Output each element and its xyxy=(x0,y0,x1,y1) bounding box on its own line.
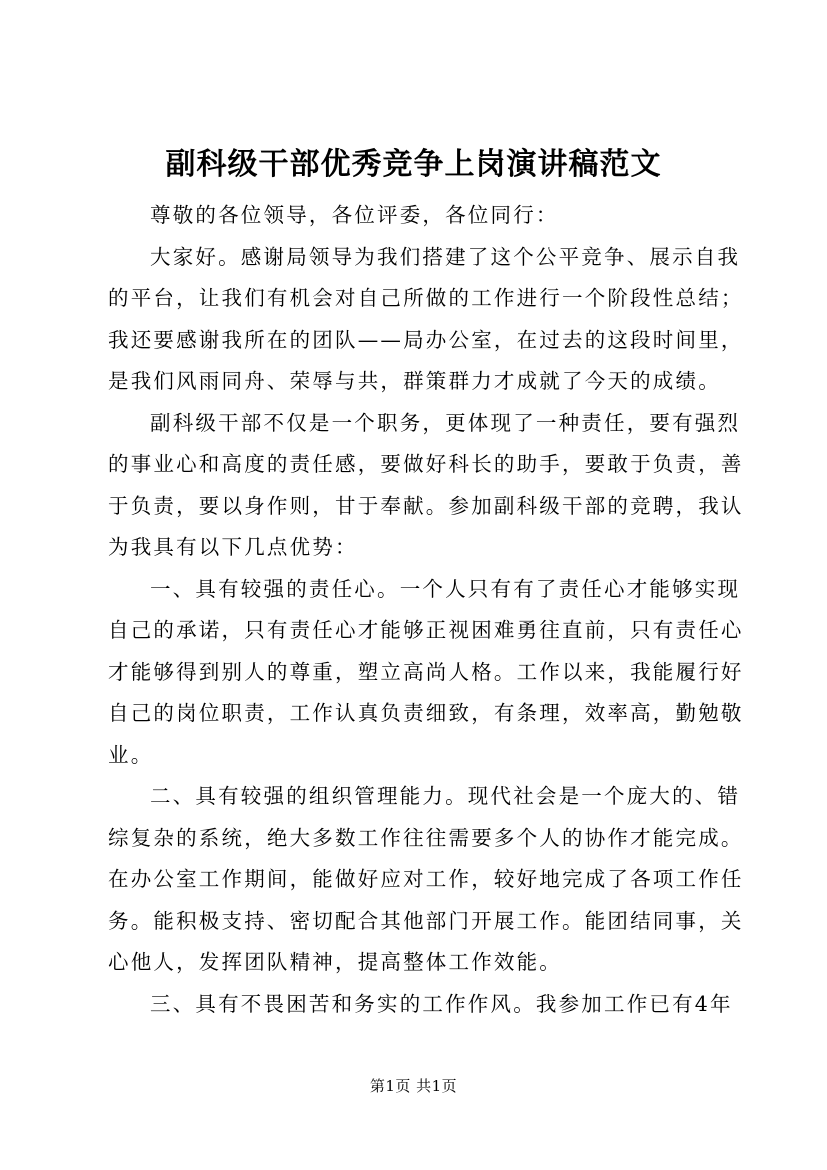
text-line: 一、具有较强的责任心。一个人只有有了责任心才能够实现 xyxy=(150,576,741,601)
text-line: 才能够得到别人的尊重，塑立高尚人格。工作以来，我能履行好 xyxy=(108,659,744,684)
text-line: 是我们风雨同舟、荣辱与共，群策群力才成就了今天的成绩。 xyxy=(108,369,721,393)
text-line: 的事业心和高度的责任感，要做好科长的助手，要敢于负责，善 xyxy=(108,452,744,476)
text-line: 于负责，要以身作则，甘于奉献。参加副科级干部的竞聘，我认 xyxy=(108,493,744,518)
text-line: 自己的承诺，只有责任心才能够正视困难勇往直前，只有责任心 xyxy=(108,618,744,642)
text-line: 我还要感谢我所在的团队——局办公室，在过去的这段时间里， xyxy=(108,327,744,352)
text-line: 副科级干部不仅是一个职务，更体现了一种责任，要有强烈 xyxy=(150,410,741,435)
text-line: 综复杂的系统，绝大多数工作往往需要多个人的协作才能完成。 xyxy=(108,825,744,850)
text-line: 业。 xyxy=(108,742,154,767)
document-body xyxy=(108,195,748,1025)
text-line: 的平台，让我们有机会对自己所做的工作进行一个阶段性总结； xyxy=(108,286,744,310)
text-line: 务。能积极支持、密切配合其他部门开展工作。能团结同事，关 xyxy=(108,908,744,933)
text-line: 心他人，发挥团队精神，提高整体工作效能。 xyxy=(108,950,562,974)
text-line: 自己的岗位职责，工作认真负责细致，有条理，效率高，勤勉敬 xyxy=(108,701,744,725)
text-line: 大家好。感谢局领导为我们搭建了这个公平竞争、展示自我 xyxy=(150,244,741,269)
text-line: 三、具有不畏困苦和务实的工作作风。我参加工作已有4年 xyxy=(150,991,733,1016)
text-line: 尊敬的各位领导，各位评委，各位同行： xyxy=(150,203,559,227)
text-line: 为我具有以下几点优势： xyxy=(108,535,358,559)
document-title: 副科级干部优秀竞争上岗演讲稿范文 xyxy=(165,147,662,182)
text-line: 二、具有较强的组织管理能力。现代社会是一个庞大的、错 xyxy=(150,784,741,808)
page-footer: 第1页 共1页 xyxy=(369,1077,458,1095)
text-line: 在办公室工作期间，能做好应对工作，较好地完成了各项工作任 xyxy=(108,867,744,891)
